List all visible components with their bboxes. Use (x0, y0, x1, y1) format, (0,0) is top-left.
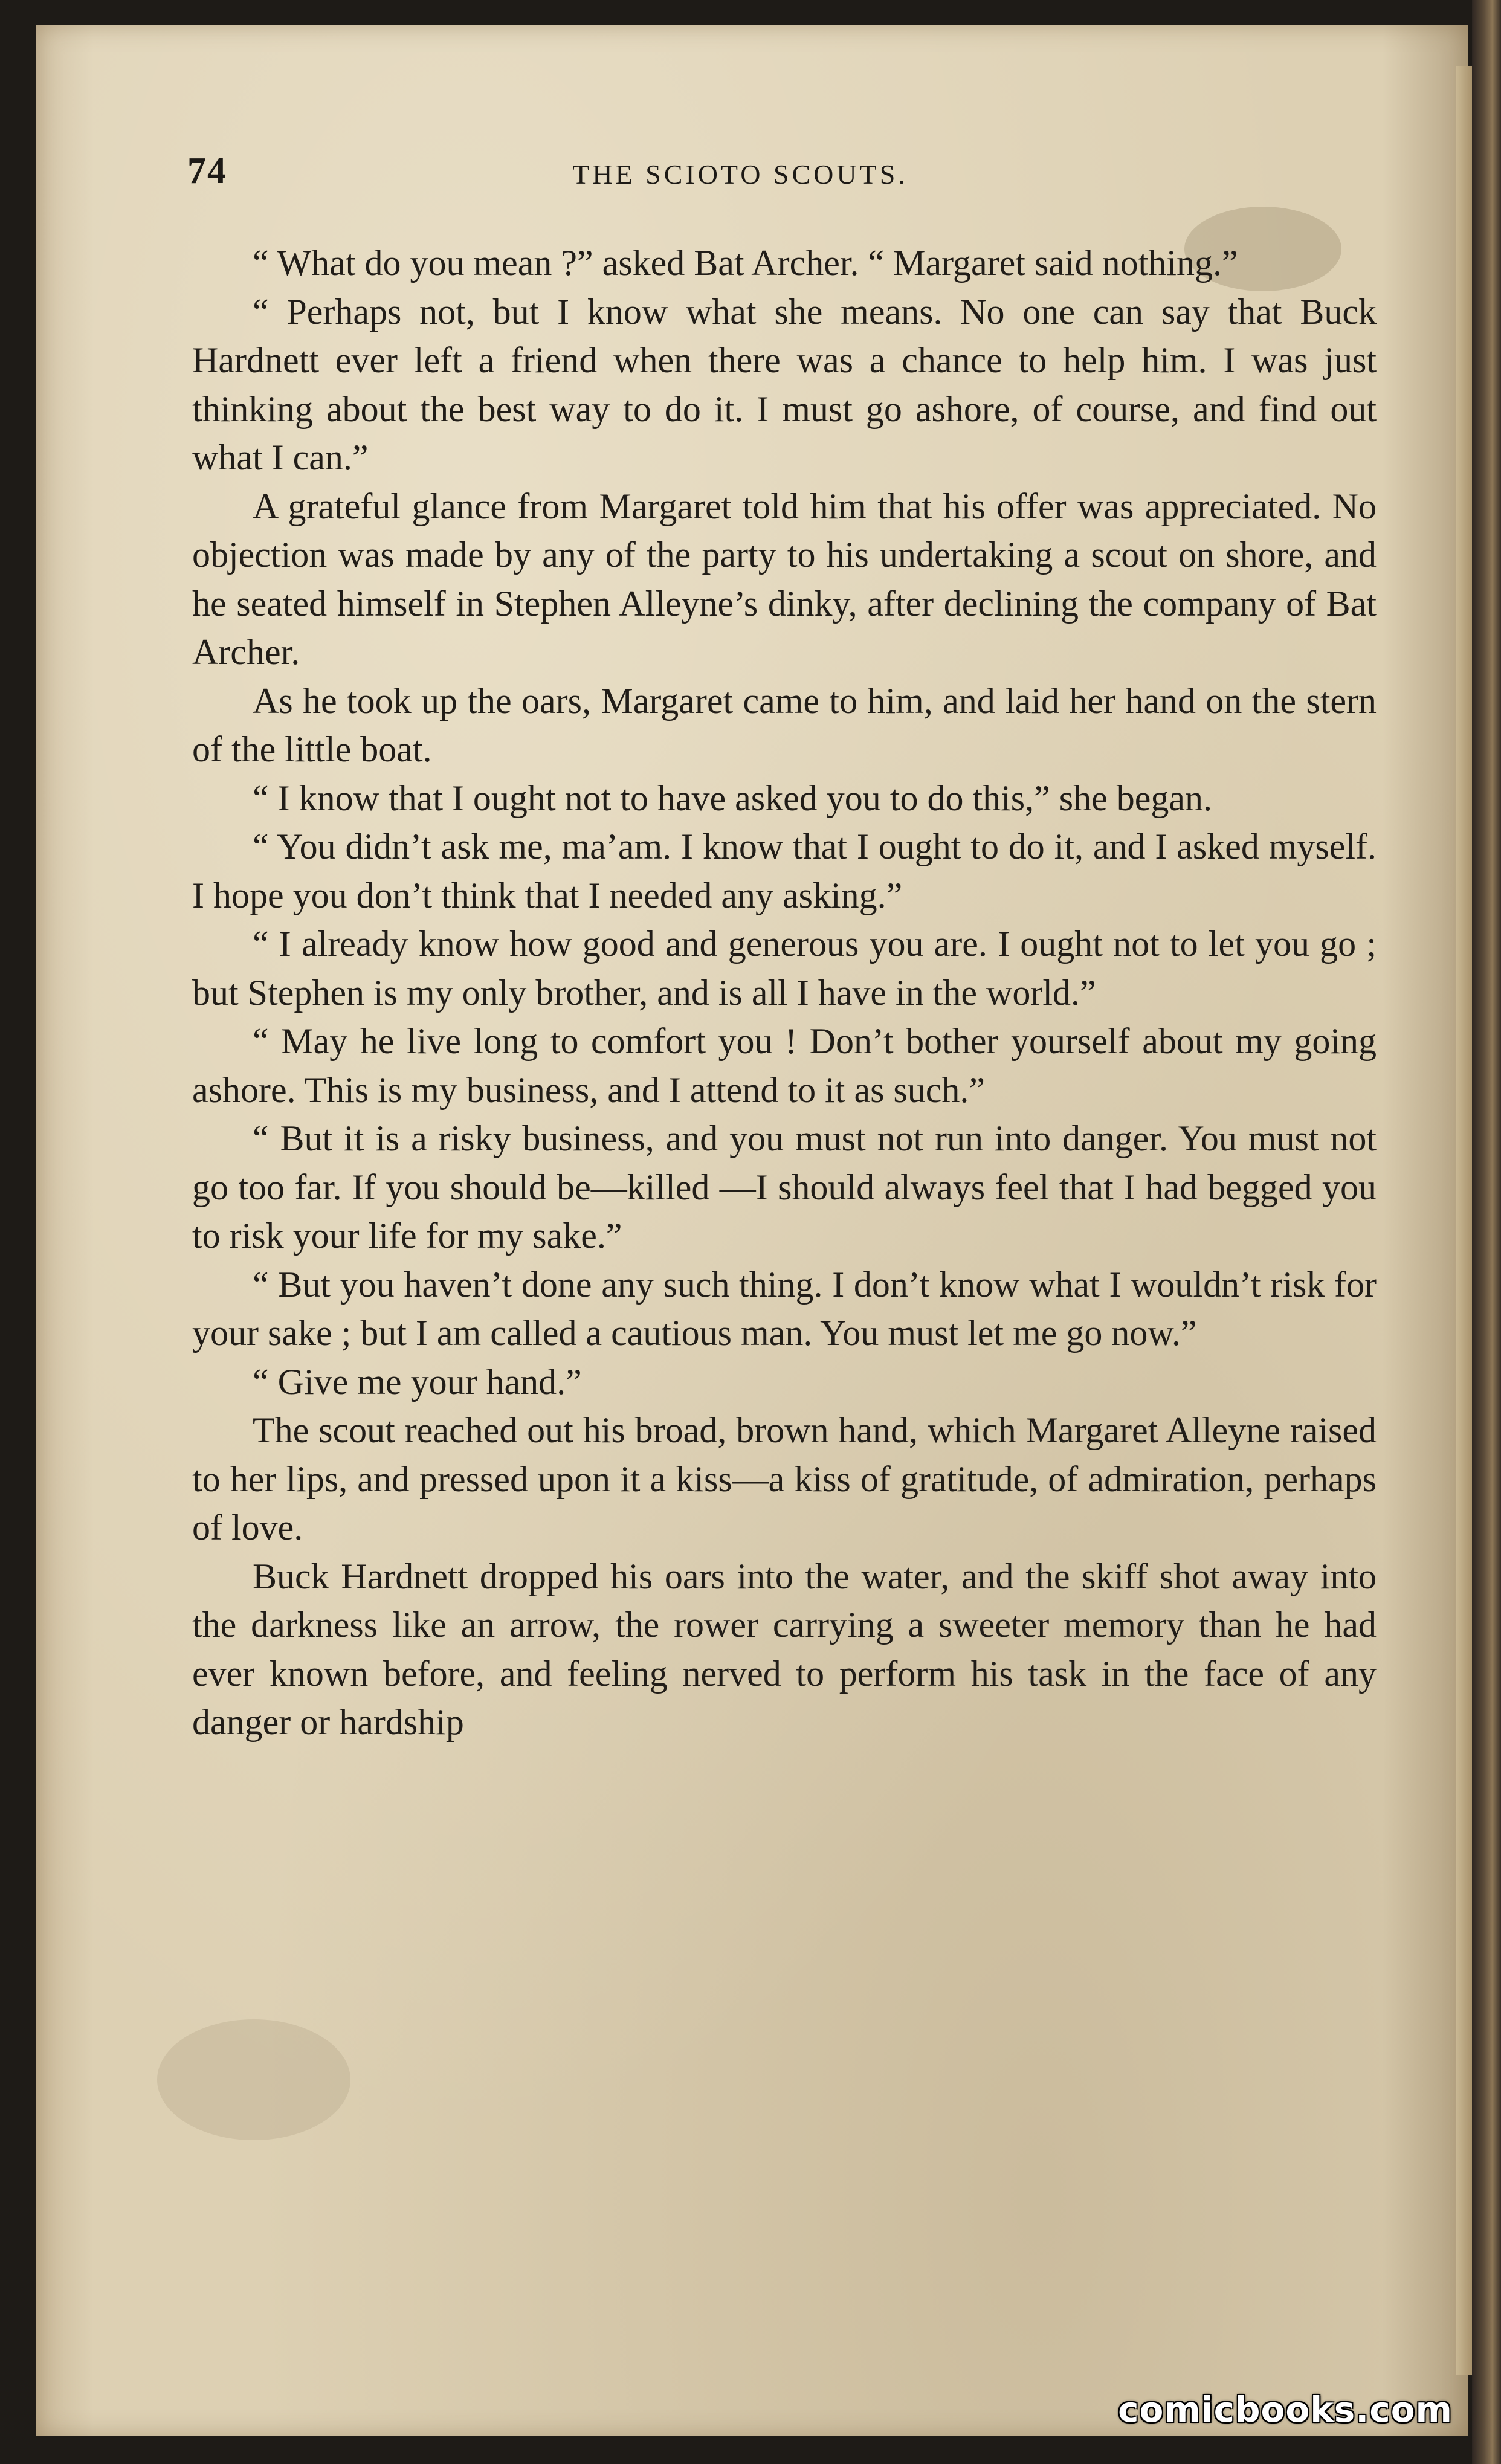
paragraph: As he took up the oars, Margaret came to him, and laid her hand on the stern of the little boat. (192, 680, 1377, 769)
paragraph: “ What do you mean ?” asked Bat Archer. “ Margaret said nothing.” (253, 243, 1238, 283)
paragraph: “ May he live long to comfort you ! Don’t bother yourself about my going ashore. This is my business, and I attend to it as such.” (192, 1021, 1377, 1110)
paragraph: “ I already know how good and generous you are. I ought not to let you go ; but Stephen is my only brother, and is all I have in the world.” (192, 924, 1377, 1013)
paragraph: “ But you haven’t done any such thing. I don’t know what I wouldn’t risk for your sake ; but I am called a cautious man. You must let me go now.” (192, 1264, 1377, 1353)
paragraph: A grateful glance from Margaret told him that his offer was appreciated. No objection was made by any of the party to his undertaking a scout on shore, and he seated himself in Stephen Alleyne’s dinky, after declining the company of Bat Archer. (192, 486, 1377, 672)
page-edge-inner (1456, 66, 1472, 2375)
watermark: comicbooks.com (1118, 2389, 1453, 2430)
running-title: THE SCIOTO SCOUTS. (572, 159, 908, 190)
paragraph: The scout reached out his broad, brown hand, which Margaret Alleyne raised to her lips, and pressed upon it a kiss—a kiss of gratitude, of admiration, perhaps of love. (192, 1410, 1377, 1547)
paragraph: “ I know that I ought not to have asked you to do this,” she began. (253, 778, 1213, 818)
paragraph: “ Give me your hand.” (253, 1361, 582, 1402)
paragraph: Buck Hardnett dropped his oars into the water, and the skiff shot away into the darkness like an arrow, the rower carrying a sweeter memory than he had ever known before, and feeling nerved to perform his task in the face of any danger or hardship (192, 1556, 1377, 1742)
page-number: 74 (187, 150, 227, 192)
page-stain (157, 2019, 350, 2140)
running-header (151, 150, 1329, 198)
paragraph: “ You didn’t ask me, ma’am. I know that I ought to do it, and I asked myself. I hope you don’t think that I needed any asking.” (192, 827, 1377, 915)
book-spine-edge (1472, 0, 1501, 2464)
paragraph: “ But it is a risky business, and you must not run into danger. You must not go too far. If you should be—killed —I should always feel that I had begged you to risk your life for my sake.” (192, 1118, 1377, 1256)
body-text (192, 239, 1377, 1747)
paragraph: “ Perhaps not, but I know what she means. No one can say that Buck Hardnett ever left a friend when there was a chance to help him. I was just thinking about the best way to do it. I must go ashore, of course, and find out what I can.” (192, 291, 1377, 477)
